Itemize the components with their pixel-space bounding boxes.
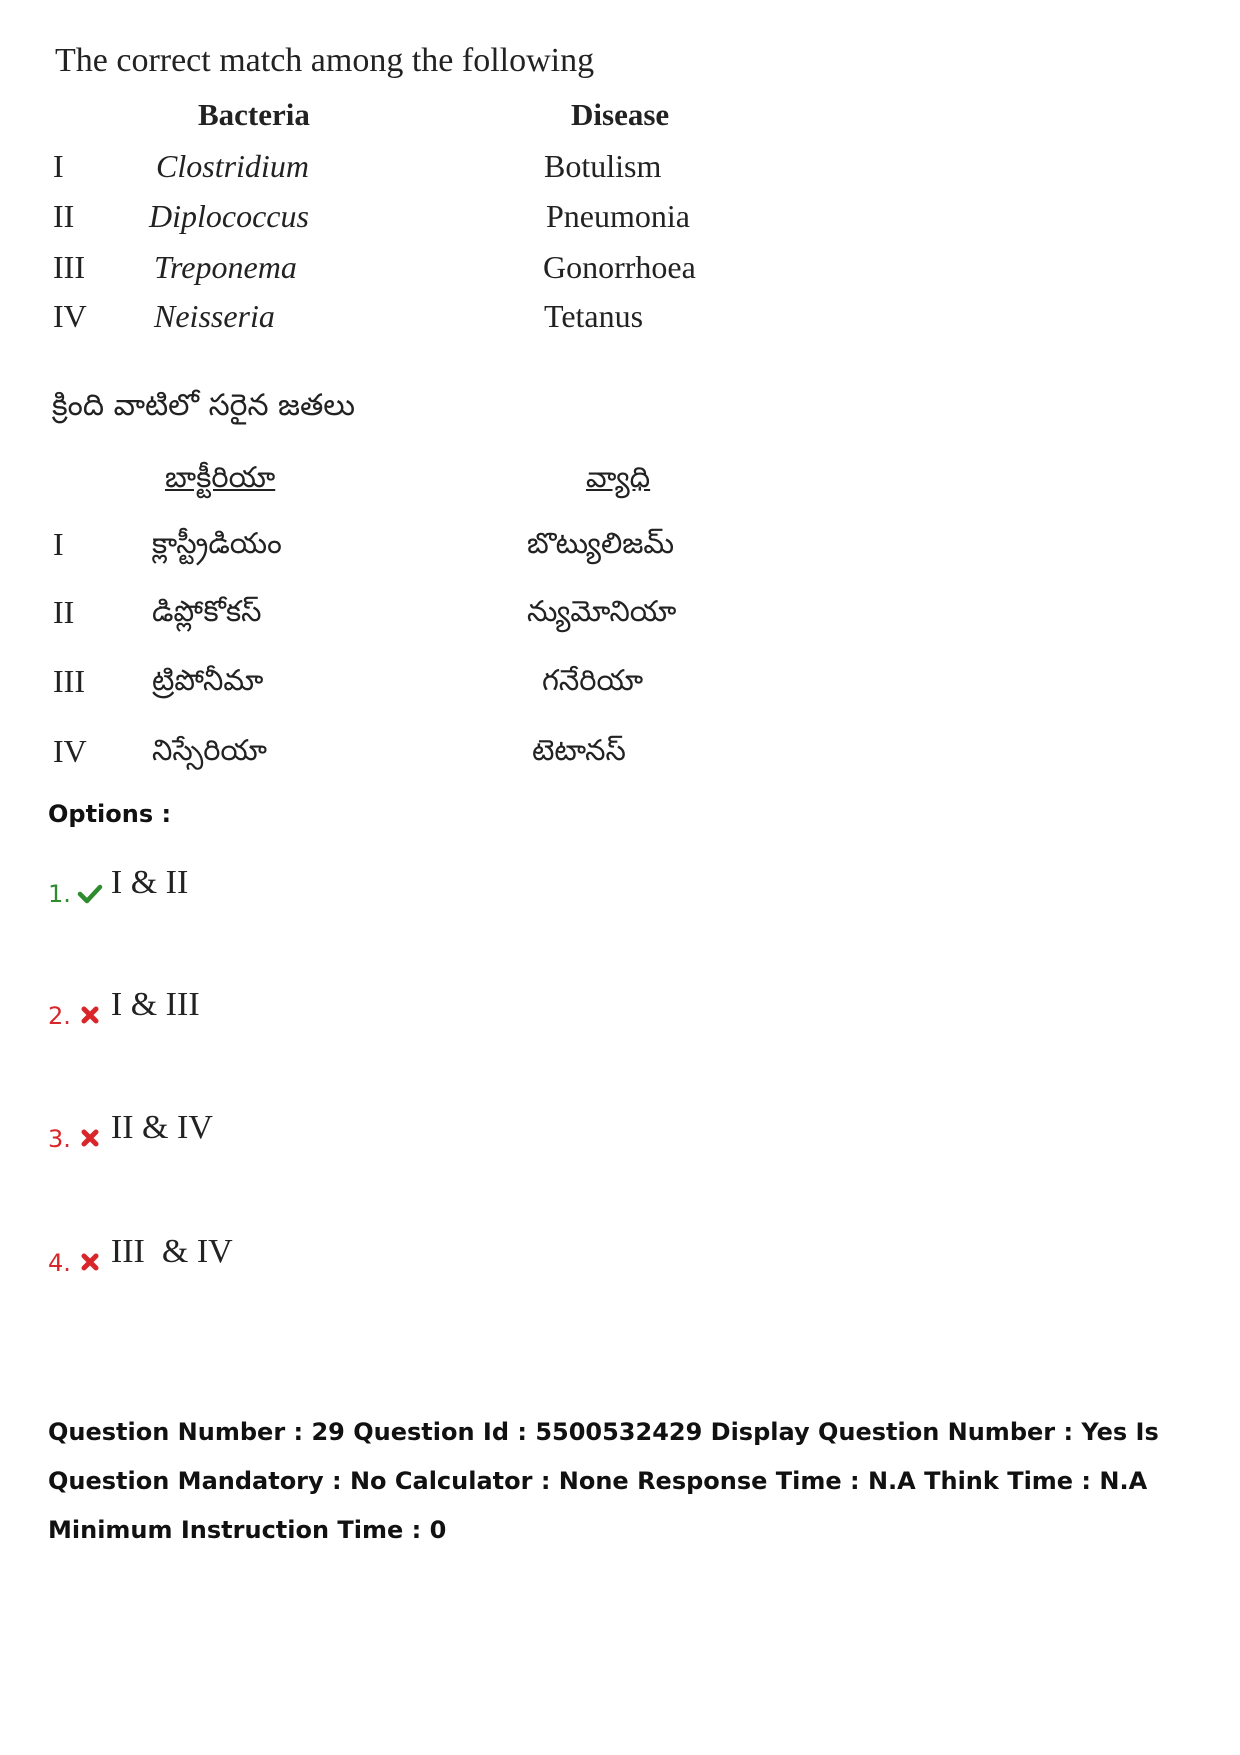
option-1[interactable] — [48, 848, 188, 908]
bacteria-name: Treponema — [154, 249, 297, 285]
options-label: Options : — [48, 800, 172, 828]
disease-name: Botulism — [544, 148, 662, 184]
option-3[interactable] — [48, 1093, 213, 1153]
option-text: I & II — [110, 864, 189, 901]
row-number: I — [53, 148, 64, 184]
telugu-disease-name: గనేరియా — [542, 663, 644, 697]
cross-icon — [77, 1125, 103, 1151]
option-text: III & IV — [110, 1233, 233, 1270]
cross-icon — [77, 1002, 103, 1028]
option-number: 2. — [48, 1002, 71, 1030]
telugu-row-number: III — [53, 663, 85, 699]
telugu-bacteria-name: నిస్సేరియా — [152, 733, 268, 767]
telugu-bacteria-name: ట్రిపోనీమా — [152, 663, 264, 697]
header-disease: Disease — [571, 97, 670, 132]
option-number: 1. — [48, 880, 71, 908]
row-number: II — [53, 198, 75, 234]
telugu-bacteria-name: క్లాస్ట్రీడియం — [152, 526, 282, 560]
option-number: 4. — [48, 1249, 71, 1277]
telugu-row-number: I — [53, 526, 64, 562]
telugu-disease-name: బొట్యులిజమ్ — [527, 526, 675, 560]
telugu-bacteria-name: డిప్లోకోకస్ — [152, 594, 262, 628]
check-icon — [77, 880, 103, 906]
telugu-row-number: IV — [53, 733, 87, 769]
telugu-header-bacteria: బాక్టీరియా — [165, 460, 276, 494]
question-metadata: Question Number : 29 Question Id : 5500532429 Display Question Number : Yes Is Question Mandatory : No Calculator : None Response Time : N.A Think Time : N.A Minimum Instruction Time : 0 — [48, 1418, 1159, 1544]
telugu-disease-name: న్యుమోనియా — [527, 594, 677, 628]
bacteria-name: Neisseria — [154, 298, 275, 334]
disease-name: Gonorrhoea — [543, 249, 696, 285]
telugu-row-number: II — [53, 594, 75, 630]
telugu-question-title: క్రింది వాటిలో సరైన జతలు — [52, 388, 355, 423]
option-text: I & III — [110, 986, 200, 1023]
disease-name: Pneumonia — [546, 198, 690, 234]
bacteria-name: Clostridium — [156, 148, 309, 184]
option-4[interactable] — [48, 1217, 233, 1277]
option-2[interactable] — [48, 970, 200, 1030]
header-bacteria: Bacteria — [198, 97, 310, 132]
option-number: 3. — [48, 1125, 71, 1153]
option-text: II & IV — [110, 1109, 213, 1146]
cross-icon — [77, 1249, 103, 1275]
row-number: IV — [53, 298, 87, 334]
telugu-disease-name: టెటానస్ — [532, 733, 626, 767]
telugu-header-disease: వ్యాధి — [586, 460, 651, 494]
row-number: III — [53, 249, 85, 285]
question-title: The correct match among the following — [55, 42, 595, 79]
disease-name: Tetanus — [544, 298, 644, 334]
bacteria-name: Diplococcus — [149, 198, 309, 234]
